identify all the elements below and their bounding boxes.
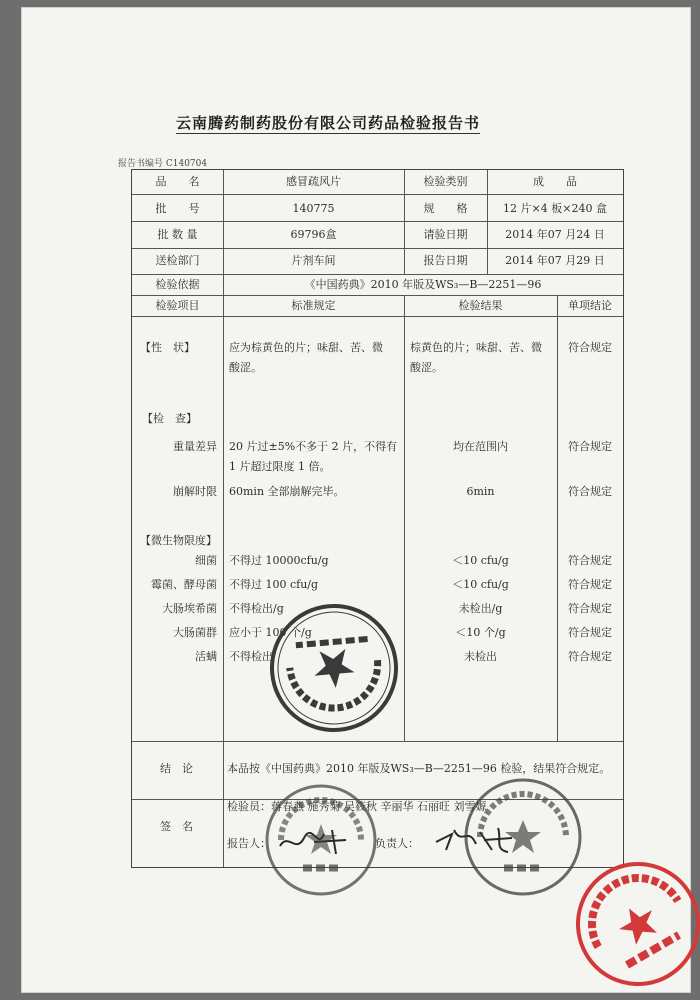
appearance-result: 棕黄色的片；味甜、苦、微 — [410, 341, 542, 354]
sample-date-value: 2014 年07 月24 日 — [505, 228, 605, 241]
product-value: 感冒疏风片 — [286, 175, 341, 188]
microbial-result: ＜10 cfu/g — [452, 578, 509, 591]
report-title: 云南腾药制药股份有限公司药品检验报告书 — [175, 114, 480, 132]
report-sheet — [22, 8, 690, 992]
reviewer-label: 负责人： — [375, 837, 419, 850]
disintegration-conclusion: 符合规定 — [568, 485, 612, 498]
microbial-conclusion: 符合规定 — [568, 650, 612, 663]
header-conclusion: 单项结论 — [568, 299, 612, 312]
inspectors: 检验员：蒋春燕 施秀菊 吴筱秋 辛丽华 石丽旺 刘雪嫄 — [227, 800, 487, 813]
report-date-label: 报告日期 — [423, 254, 468, 267]
section-appearance: 【性 状】 — [140, 341, 195, 354]
category-label: 检验类别 — [423, 175, 468, 188]
microbial-standard: 不得检出 — [229, 650, 273, 663]
weight-variation-standard: 20 片过±5%不多于 2 片，不得有 — [229, 440, 398, 453]
row-divider — [132, 295, 623, 296]
disintegration-item: 崩解时限 — [173, 485, 217, 498]
section-check: 【检 查】 — [142, 412, 197, 425]
appearance-result: 酸涩。 — [410, 361, 443, 374]
header-standard: 标准规定 — [291, 299, 336, 312]
appearance-conclusion: 符合规定 — [568, 341, 612, 354]
col-divider — [404, 295, 405, 741]
microbial-standard: 不得过 10000cfu/g — [229, 554, 329, 567]
spec-value: 12 片×4 板×240 盒 — [503, 202, 607, 215]
microbial-result: 未检出/g — [458, 602, 503, 615]
microbial-item: 细菌 — [195, 554, 217, 567]
microbial-conclusion: 符合规定 — [568, 578, 612, 591]
batch-value: 140775 — [292, 202, 335, 215]
disintegration-standard: 60min 全部崩解完毕。 — [229, 485, 345, 498]
appearance-standard: 应为棕黄色的片；味甜、苦、微 — [229, 341, 383, 354]
weight-variation-result: 均在范围内 — [453, 440, 508, 453]
lab-seal — [263, 782, 379, 898]
spec-label: 规 格 — [423, 202, 468, 215]
red-company-seal — [570, 856, 700, 992]
appearance-standard: 酸涩。 — [229, 361, 262, 374]
section-microbial: 【微生物限度】 — [140, 534, 217, 547]
batch-label: 批 号 — [155, 202, 200, 215]
department-label: 送检部门 — [155, 254, 200, 267]
weight-variation-standard: 1 片超过限度 1 倍。 — [229, 460, 331, 473]
col-divider — [557, 295, 558, 741]
microbial-item: 大肠菌群 — [173, 626, 217, 639]
department-value: 片剂车间 — [291, 254, 336, 267]
microbial-result: 未检出 — [464, 650, 497, 663]
row-divider — [132, 248, 623, 249]
row-divider — [132, 194, 623, 195]
weight-variation-conclusion: 符合规定 — [568, 440, 612, 453]
row-divider — [132, 741, 623, 742]
microbial-item: 大肠埃希菌 — [162, 602, 217, 615]
microbial-standard: 不得检出/g — [229, 602, 284, 615]
quality-dept-seal — [462, 776, 584, 898]
conclusion-text: 本品按《中国药典》2010 年版及WS₃—B—2251—96 检验，结果符合规定。 — [227, 762, 611, 775]
row-divider — [132, 274, 623, 275]
col-divider — [223, 295, 224, 741]
microbial-item: 霉菌、酵母菌 — [151, 578, 217, 591]
weight-variation-item: 重量差异 — [173, 440, 217, 453]
category-value: 成 品 — [533, 175, 577, 188]
basis-value: 《中国药典》2010 年版及WS₃—B—2251—96 — [304, 278, 542, 291]
quantity-label: 批 数 量 — [157, 228, 198, 241]
header-result: 检验结果 — [458, 299, 503, 312]
reporter-label: 报告人： — [227, 837, 271, 850]
sample-date-label: 请验日期 — [423, 228, 468, 241]
conclusion-label: 结 论 — [160, 762, 193, 775]
disintegration-result: 6min — [466, 485, 495, 498]
quantity-value: 69796盒 — [290, 228, 337, 241]
report-date-value: 2014 年07 月29 日 — [505, 254, 605, 267]
report-number: 报告书编号 C140704 — [118, 159, 208, 169]
microbial-standard: 应小于 100 个/g — [229, 626, 312, 639]
header-item: 检验项目 — [155, 299, 200, 312]
microbial-result: ＜10 个/g — [455, 626, 506, 639]
microbial-conclusion: 符合规定 — [568, 554, 612, 567]
basis-label: 检验依据 — [155, 278, 200, 291]
microbial-standard: 不得过 100 cfu/g — [229, 578, 319, 591]
row-divider — [132, 316, 623, 317]
microbial-conclusion: 符合规定 — [568, 602, 612, 615]
inspection-seal — [268, 602, 400, 734]
product-label: 品 名 — [155, 175, 200, 188]
microbial-conclusion: 符合规定 — [568, 626, 612, 639]
row-divider — [132, 221, 623, 222]
col-divider — [223, 741, 224, 867]
microbial-item: 活螨 — [195, 650, 217, 663]
microbial-result: ＜10 cfu/g — [452, 554, 509, 567]
signature-label: 签 名 — [160, 820, 193, 833]
